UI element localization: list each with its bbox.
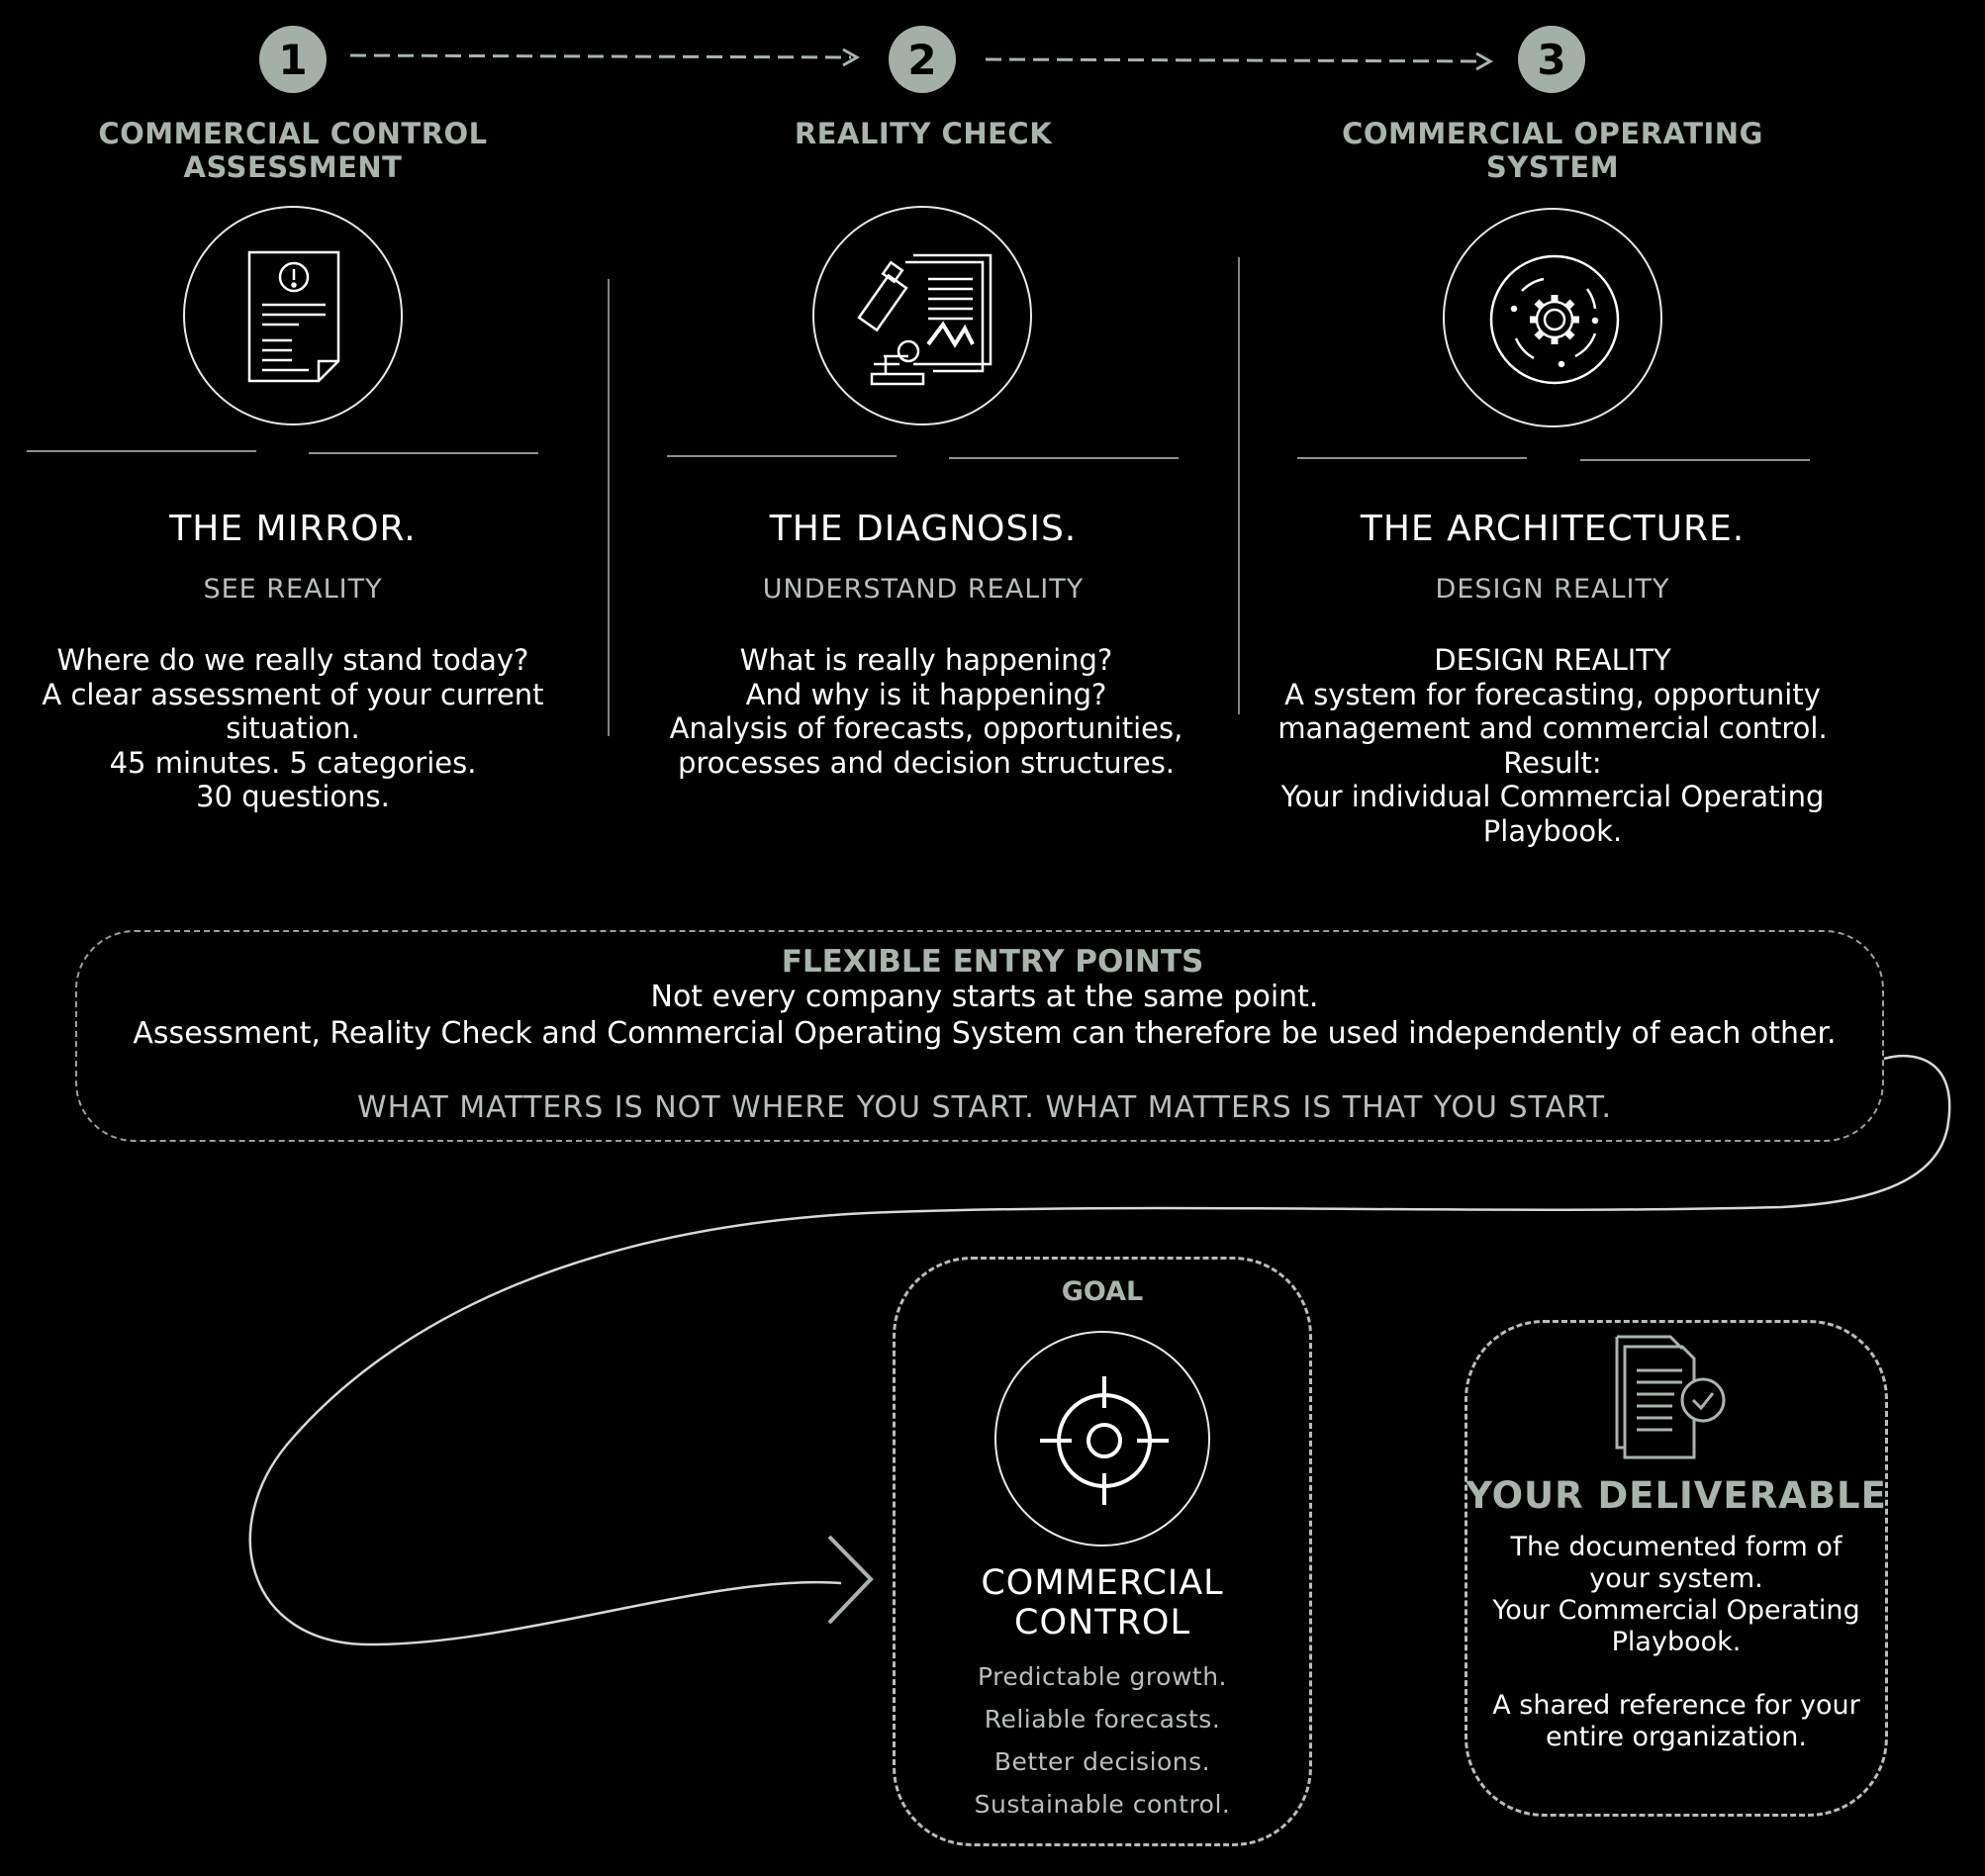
body-line: processes and decision structures. xyxy=(677,745,1176,780)
body-line: Where do we really stand today? xyxy=(56,643,529,677)
divider xyxy=(667,455,897,457)
step-number: 2 xyxy=(907,35,937,84)
step-number: 3 xyxy=(1537,35,1566,84)
flexible-entry-line: Assessment, Reality Check and Commercial Operating System can therefore be used independently of each other. xyxy=(133,1016,1837,1051)
step-3-icon-circle xyxy=(1443,208,1662,427)
divider xyxy=(949,457,1179,459)
divider xyxy=(309,452,538,454)
step-3-title xyxy=(1295,117,1810,184)
goal-item: Predictable growth. xyxy=(977,1662,1227,1691)
step-subheading: SEE REALITY xyxy=(203,574,383,605)
body-line: And why is it happening? xyxy=(745,677,1107,711)
body-line: Your individual Commercial Operating xyxy=(1280,780,1825,813)
goal-label: GOAL xyxy=(1061,1276,1144,1307)
goal-title xyxy=(893,1563,1312,1642)
divider xyxy=(27,450,256,452)
step-1-badge xyxy=(259,26,327,93)
flexible-entry-title: FLEXIBLE ENTRY POINTS xyxy=(781,944,1204,980)
body-line: management and commercial control. xyxy=(1277,711,1828,745)
title-line: ASSESSMENT xyxy=(183,150,403,184)
goal-icon-circle xyxy=(994,1331,1210,1547)
flexible-entry-line: Not every company starts at the same point. xyxy=(650,980,1319,1014)
step-heading: THE ARCHITECTURE. xyxy=(1360,509,1746,549)
divider xyxy=(1297,457,1527,459)
step2-to-step3-arrow xyxy=(986,59,1484,61)
title-line: COMMERCIAL OPERATING xyxy=(1342,117,1763,150)
step1-to-step2-arrow xyxy=(350,55,851,57)
deliverable-body xyxy=(1474,1532,1878,1753)
title-line: COMMERCIAL CONTROL xyxy=(98,117,488,150)
body-line: A system for forecasting, opportunity xyxy=(1284,677,1821,711)
body-line: your system. xyxy=(1589,1563,1763,1594)
step-2-badge xyxy=(889,26,956,93)
body-line: Playbook. xyxy=(1611,1627,1742,1657)
step-subheading: DESIGN REALITY xyxy=(1435,574,1670,605)
goal-arrowhead xyxy=(829,1537,871,1623)
title-line: COMMERCIAL xyxy=(981,1563,1224,1603)
body-line: A clear assessment of your current xyxy=(42,677,544,711)
step-1-title xyxy=(36,117,550,184)
step-subheading: UNDERSTAND REALITY xyxy=(762,574,1085,605)
column-separator xyxy=(1238,257,1240,714)
goal-item: Better decisions. xyxy=(993,1747,1211,1776)
body-line: DESIGN REALITY xyxy=(1434,643,1671,677)
body-line: 45 minutes. 5 categories. xyxy=(109,745,477,780)
target-crosshair-icon xyxy=(996,1333,1212,1548)
body-line: A shared reference for your xyxy=(1492,1690,1860,1721)
document-check-icon xyxy=(1613,1331,1732,1464)
flexible-entry-motto: WHAT MATTERS IS NOT WHERE YOU START. WHAT MATTERS IS THAT YOU START. xyxy=(356,1090,1613,1125)
document-alert-icon xyxy=(185,208,405,427)
deliverable-title: YOUR DELIVERABLE xyxy=(1465,1474,1887,1517)
step-2-body xyxy=(629,643,1223,780)
body-line: situation. xyxy=(226,711,360,745)
title-line: SYSTEM xyxy=(1485,150,1620,184)
step-heading: THE MIRROR. xyxy=(169,509,417,549)
column-separator xyxy=(608,279,610,736)
body-line: Playbook. xyxy=(1482,813,1623,848)
body-line: 30 questions. xyxy=(196,780,390,813)
step-heading: THE DIAGNOSIS. xyxy=(769,509,1078,549)
title-line: REALITY CHECK xyxy=(794,117,1053,150)
gear-icon xyxy=(1445,210,1664,429)
step-2-title xyxy=(666,117,1181,150)
goal-item: Sustainable control. xyxy=(974,1790,1231,1819)
step-1-icon-circle xyxy=(183,206,403,425)
divider xyxy=(1580,459,1810,461)
title-line: CONTROL xyxy=(1014,1603,1190,1642)
body-spacer xyxy=(1474,1658,1878,1690)
step-2-icon-circle xyxy=(812,206,1032,425)
step-1-body xyxy=(0,643,590,814)
body-line: The documented form of xyxy=(1510,1532,1843,1562)
step-3-badge xyxy=(1518,26,1585,93)
body-line: Analysis of forecasts, opportunities, xyxy=(669,711,1183,745)
body-line: What is really happening? xyxy=(739,643,1113,677)
body-line: entire organization. xyxy=(1546,1722,1807,1752)
body-line: Result: xyxy=(1503,745,1602,780)
step-number: 1 xyxy=(278,35,308,84)
goal-item: Reliable forecasts. xyxy=(984,1705,1221,1734)
body-line: Your Commercial Operating xyxy=(1492,1595,1860,1626)
step-3-body xyxy=(1256,643,1849,848)
microscope-report-icon xyxy=(814,208,1034,427)
